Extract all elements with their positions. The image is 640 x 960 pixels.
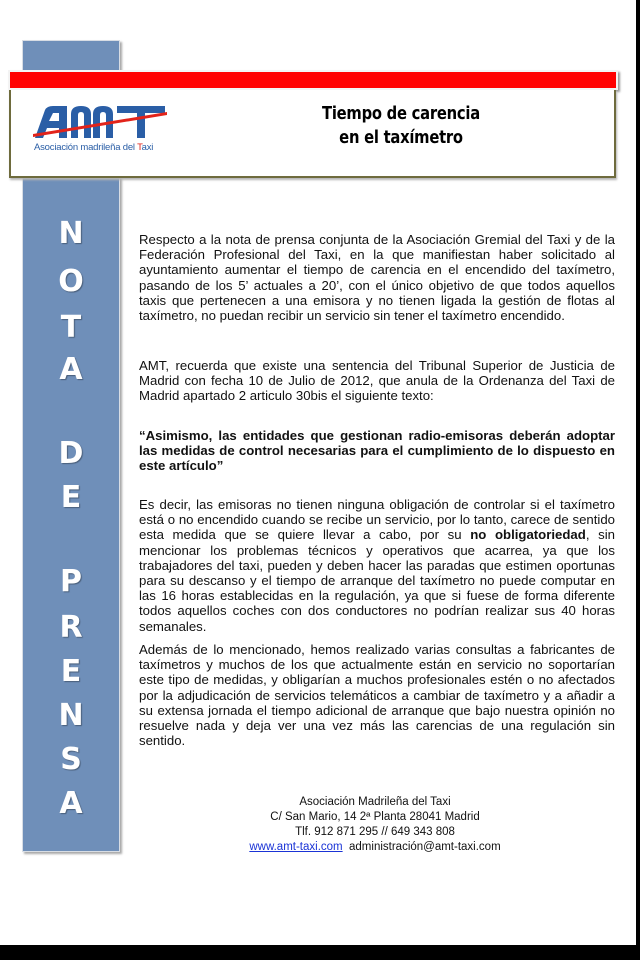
sidebar-letter: S bbox=[60, 742, 82, 777]
paragraph-3: Es decir, las emisoras no tienen ninguna obligación de controlar si el taxímetro está o no encendido cuando se recibe un servicio, por lo tanto, carece de sentido esta medida que se quiere llevar a cabo, por su no obligatoriedad, sin mencionar los problemas técnicos y operativos que acarrea, ya que los trabajadores del taxi, pueden y deben hacer las paradas que estimen oportunas para su descanso y el tiempo de arranque del taxímetro no puede computar en las 16 horas establecidas en la regulación, ya que si fuese de forma diferente todos aquellos coches con dos conductores no podrían realizar sus 40 horas semanales. bbox=[139, 497, 615, 634]
paragraph-4: Además de lo mencionado, hemos realizado varias consultas a fabricantes de taxímetros y muchos de los que actualmente están en servicio no soportarían este tipo de medidas, y obligarían a muchos profesionales estén o no afectados por la adjudicación de servicios telemáticos a cambiar de taxímetro y a añadir a su extensa jornada el tiempo adicional de arranque que bajo nuestra opinión no resuelve nada y deja ver una vez más las carencias de una regulación sin sentido. bbox=[139, 642, 615, 749]
sidebar-letter: O bbox=[58, 264, 84, 299]
sidebar-letter: T bbox=[60, 310, 82, 345]
sidebar-letter: N bbox=[58, 698, 84, 733]
sidebar-letter: R bbox=[59, 610, 83, 645]
page-title bbox=[245, 102, 557, 150]
sidebar-letter: E bbox=[60, 480, 82, 515]
website-link[interactable]: www.amt-taxi.com bbox=[249, 841, 343, 853]
sidebar-letter: A bbox=[59, 352, 83, 387]
footer-email: administración@amt-taxi.com bbox=[349, 841, 501, 853]
footer-contact bbox=[200, 795, 550, 855]
sidebar-letter: N bbox=[58, 216, 84, 251]
sidebar-letter: A bbox=[59, 786, 83, 821]
title-line-2: en el taxímetro bbox=[339, 127, 463, 148]
sidebar-letter: D bbox=[58, 436, 84, 471]
paragraph-2: AMT, recuerda que existe una sentencia del Tribunal Superior de Justicia de Madrid con fecha 10 de Julio de 2012, que anula de la Ordenanza del Taxi de Madrid apartado 2 articulo 30bis el siguiente texto: bbox=[139, 358, 615, 404]
sidebar-letter: E bbox=[60, 654, 82, 689]
footer-phone: Tlf. 912 871 295 // 649 343 808 bbox=[295, 826, 455, 838]
amt-logo bbox=[31, 104, 171, 164]
amt-logo-icon bbox=[31, 104, 171, 142]
header-box bbox=[9, 90, 616, 178]
header-red-bar bbox=[8, 70, 618, 90]
footer-address: C/ San Mario, 14 2ª Planta 28041 Madrid bbox=[270, 811, 480, 823]
sidebar-letter: P bbox=[60, 564, 82, 599]
logo-subtitle: Asociación madrileña del Taxi bbox=[34, 142, 154, 153]
paragraph-1: Respecto a la nota de prensa conjunta de la Asociación Gremial del Taxi y de la Federación Profesional del Taxi, en la que manifiestan haber solicitado al ayuntamiento aumentar el tiempo de carencia en el encendido del taxímetro, pasando de los 5’ actuales a 20’, con el único objetivo de que todos aquellos taxis que pertenecen a una emisora y no tienen ligada la gestión de flotas al taxímetro, no puedan recibir un servicio sin tener el taxímetro encendido. bbox=[139, 232, 615, 324]
emphasis-no-obligatoriedad: no obligatoriedad bbox=[470, 527, 586, 543]
title-line-1: Tiempo de carencia bbox=[322, 103, 480, 124]
footer-org: Asociación Madrileña del Taxi bbox=[299, 796, 451, 808]
quote-paragraph: “Asimismo, las entidades que gestionan radio-emisoras deberán adoptar las medidas de control necesarias para el cumplimiento de lo dispuesto en este artículo” bbox=[139, 428, 615, 474]
